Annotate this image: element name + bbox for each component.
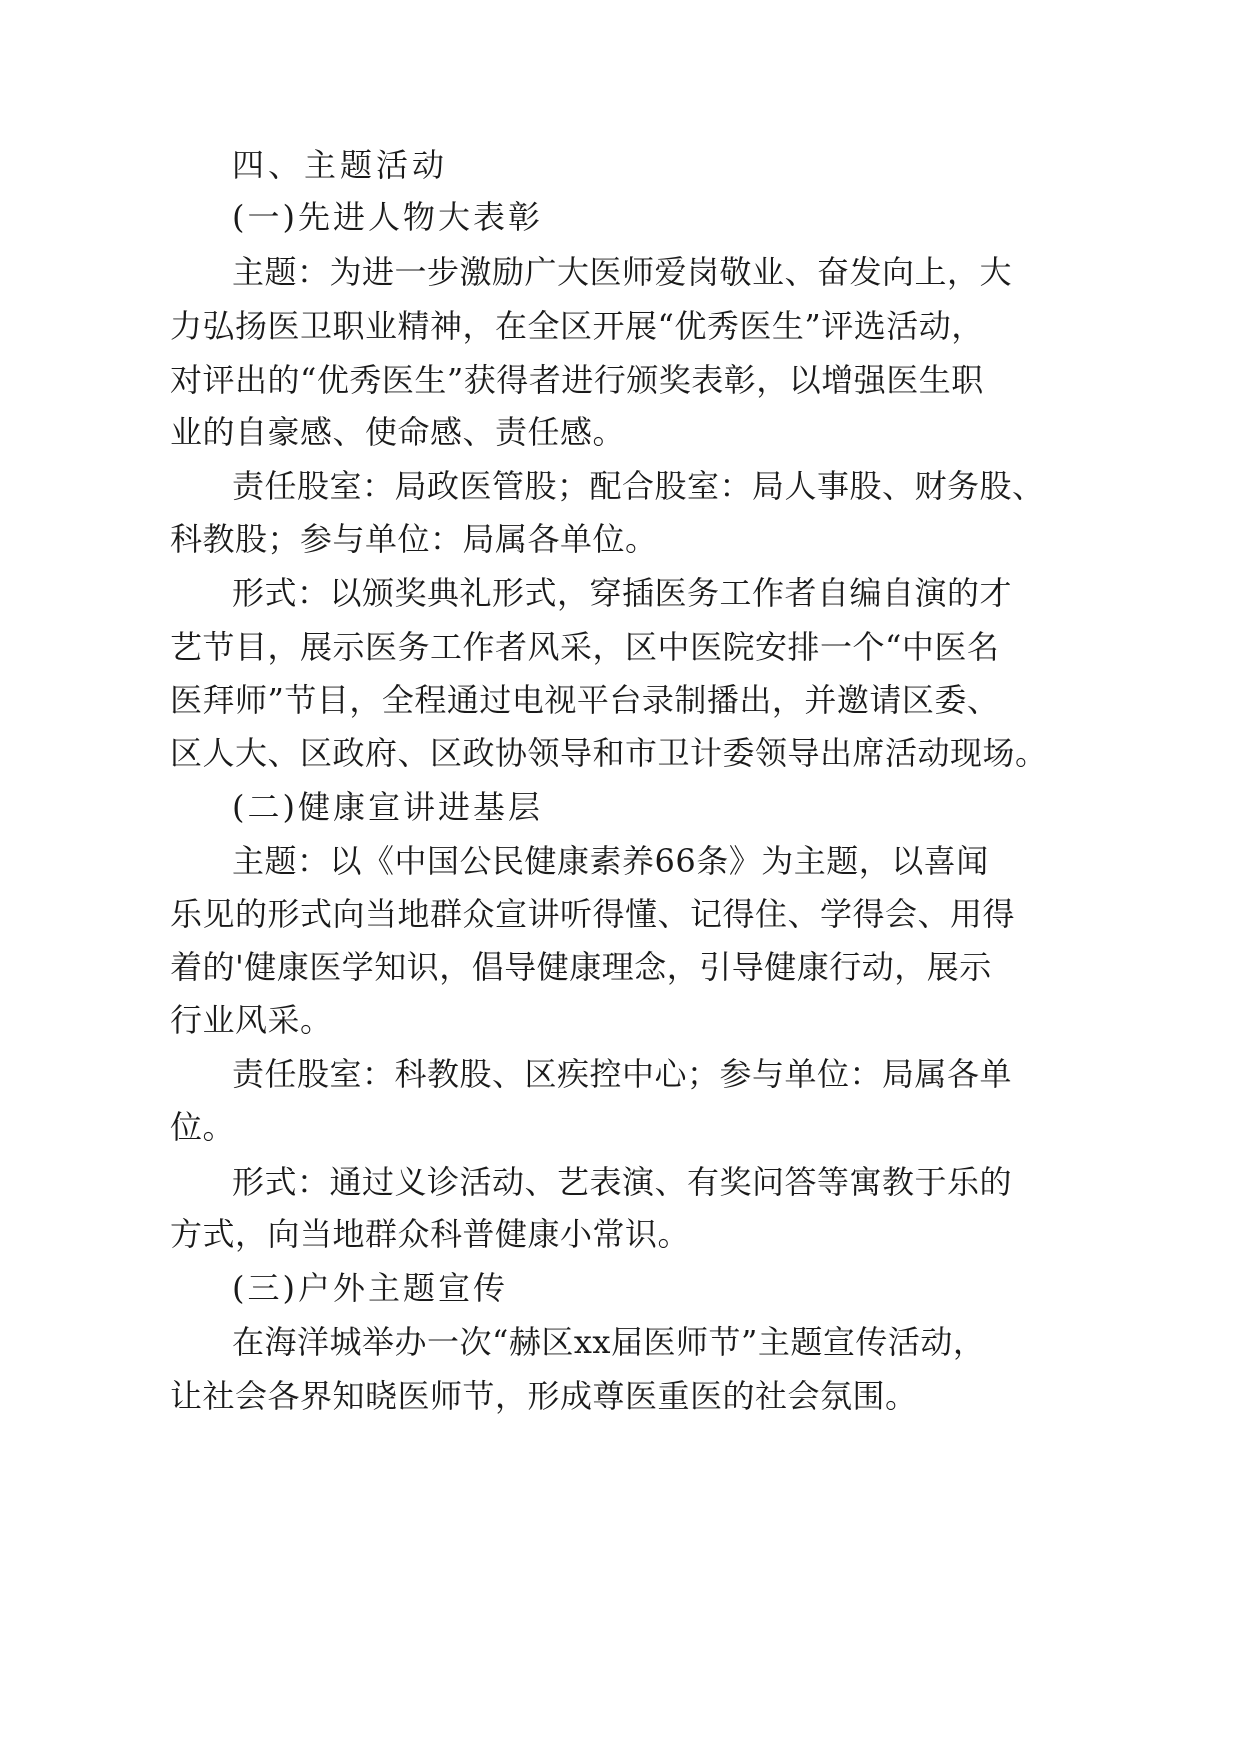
paragraph-line: 责任股室：局政医管股；配合股室：局人事股、财务股、 — [232, 467, 1045, 505]
paragraph-line: 科教股；参与单位：局属各单位。 — [170, 520, 658, 558]
subsection-heading: (二)健康宣讲进基层 — [232, 788, 543, 826]
paragraph-line: 医拜师”节目，全程通过电视平台录制播出，并邀请区委、 — [170, 681, 1000, 719]
paragraph-line: 方式，向当地群众科普健康小常识。 — [170, 1215, 691, 1253]
subsection-heading: (一)先进人物大表彰 — [232, 198, 543, 236]
paragraph-line: 主题：以《中国公民健康素养66条》为主题，以喜闻 — [232, 842, 989, 880]
paragraph-line: 形式：通过义诊活动、艺表演、有奖问答等寓教于乐的 — [232, 1163, 1013, 1201]
paragraph-line: 业的自豪感、使命感、责任感。 — [170, 413, 626, 451]
paragraph-line: 在海洋城举办一次“赫区xx届医师节”主题宣传活动， — [232, 1323, 986, 1361]
paragraph-line: 着的'健康医学知识，倡导健康理念，引导健康行动，展示 — [170, 948, 992, 986]
subsection-heading: (三)户外主题宣传 — [232, 1269, 508, 1307]
paragraph-line: 行业风采。 — [170, 1001, 333, 1039]
paragraph-line: 区人大、区政府、区政协领导和市卫计委领导出席活动现场。 — [170, 734, 1048, 772]
paragraph-line: 乐见的形式向当地群众宣讲听得懂、记得住、学得会、用得 — [170, 895, 1016, 933]
paragraph-line: 艺节目，展示医务工作者风采，区中医院安排一个“中医名 — [170, 628, 1000, 666]
paragraph-line: 力弘扬医卫职业精神，在全区开展“优秀医生”评选活动， — [170, 307, 984, 345]
paragraph-line: 对评出的“优秀医生”获得者进行颁奖表彰，以增强医生职 — [170, 361, 984, 399]
paragraph-line: 责任股室：科教股、区疾控中心；参与单位：局属各单 — [232, 1055, 1013, 1093]
paragraph-line: 主题：为进一步激励广大医师爱岗敬业、奋发向上，大 — [232, 253, 1013, 291]
paragraph-line: 让社会各界知晓医师节，形成尊医重医的社会氛围。 — [170, 1377, 918, 1415]
paragraph-line: 位。 — [170, 1108, 236, 1146]
section-heading: 四、主题活动 — [232, 146, 449, 184]
paragraph-line: 形式：以颁奖典礼形式，穿插医务工作者自编自演的才 — [232, 574, 1013, 612]
